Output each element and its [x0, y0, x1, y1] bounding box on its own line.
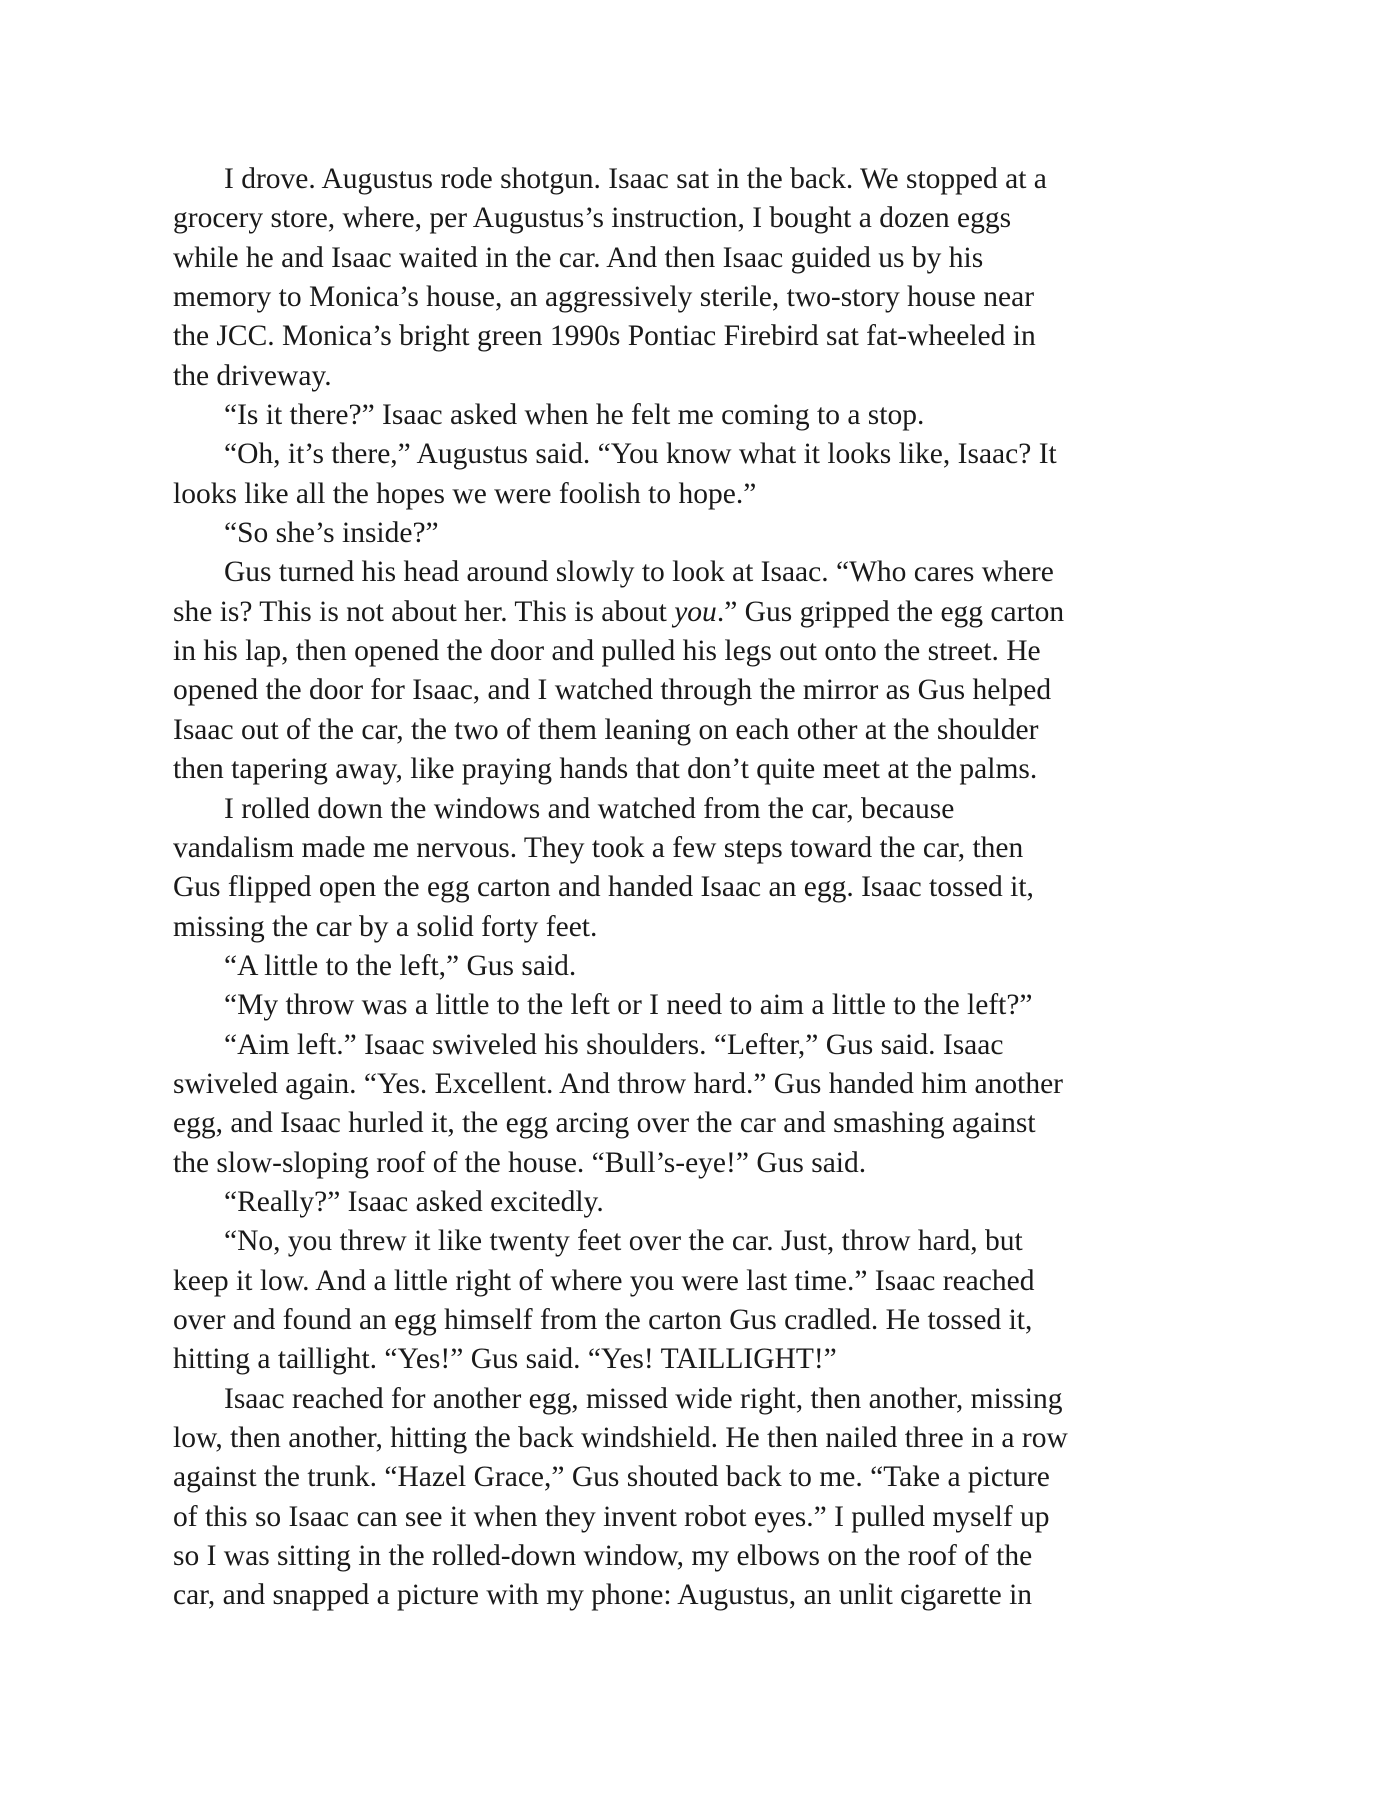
text-line: the slow-sloping roof of the house. “Bull’s-eye!” Gus said. [173, 1146, 867, 1179]
text-segment: .” Gus gripped the egg carton [716, 595, 1065, 628]
text-line: “No, you threw it like twenty feet over the car. Just, throw hard, but [224, 1225, 1023, 1258]
text-segment: she is? This is not about her. This is about [173, 595, 675, 628]
text-line: in his lap, then opened the door and pulled his legs out onto the street. He [173, 635, 1041, 668]
paragraph [173, 435, 1218, 514]
text-line: car, and snapped a picture with my phone: Augustus, an unlit cigarette in [173, 1579, 1033, 1612]
text-line: “So she’s inside?” [224, 517, 439, 550]
text-line: keep it low. And a little right of where you were last time.” Isaac reached [173, 1264, 1035, 1297]
text-line: Gus turned his head around slowly to look at Isaac. “Who cares where [224, 556, 1054, 589]
text-line: “Aim left.” Isaac swiveled his shoulders. “Lefter,” Gus said. Isaac [224, 1028, 1004, 1061]
paragraph [173, 986, 1218, 1025]
text-line: Isaac out of the car, the two of them leaning on each other at the shoulder [173, 713, 1039, 746]
text-line: missing the car by a solid forty feet. [173, 910, 598, 943]
text-line: “Really?” Isaac asked excitedly. [224, 1185, 604, 1218]
text-line: grocery store, where, per Augustus’s instruction, I bought a dozen eggs [173, 202, 1012, 235]
text-line: “A little to the left,” Gus said. [224, 949, 577, 982]
text-line: egg, and Isaac hurled it, the egg arcing over the car and smashing against [173, 1107, 1036, 1140]
text-line: the driveway. [173, 359, 332, 392]
text-line: I rolled down the windows and watched from the car, because [224, 792, 955, 825]
book-page [173, 160, 1218, 1616]
text-line: “Is it there?” Isaac asked when he felt me coming to a stop. [224, 399, 925, 432]
text-line: swiveled again. “Yes. Excellent. And throw hard.” Gus handed him another [173, 1067, 1063, 1100]
paragraph [173, 790, 1218, 947]
text-line: memory to Monica’s house, an aggressively sterile, two-story house near [173, 281, 1035, 314]
paragraph [173, 553, 1218, 789]
paragraph [173, 396, 1218, 435]
text-line: “My throw was a little to the left or I need to aim a little to the left?” [224, 989, 1033, 1022]
text-line: while he and Isaac waited in the car. And then Isaac guided us by his [173, 241, 984, 274]
text-line: opened the door for Isaac, and I watched through the mirror as Gus helped [173, 674, 1052, 707]
text-line: looks like all the hopes we were foolish to hope.” [173, 477, 757, 510]
text-line: against the trunk. “Hazel Grace,” Gus shouted back to me. “Take a picture [173, 1461, 1050, 1494]
paragraph [173, 514, 1218, 553]
text-line: of this so Isaac can see it when they invent robot eyes.” I pulled myself up [173, 1500, 1050, 1533]
text-line: over and found an egg himself from the carton Gus cradled. He tossed it, [173, 1303, 1033, 1336]
paragraph [173, 1026, 1218, 1183]
text-line: vandalism made me nervous. They took a few steps toward the car, then [173, 831, 1024, 864]
paragraph [173, 1222, 1218, 1379]
paragraph [173, 1380, 1218, 1616]
text-line: the JCC. Monica’s bright green 1990s Pontiac Firebird sat fat-wheeled in [173, 320, 1036, 353]
text-line: then tapering away, like praying hands that don’t quite meet at the palms. [173, 753, 1038, 786]
text-line: Isaac reached for another egg, missed wide right, then another, missing [224, 1382, 1063, 1415]
paragraph [173, 947, 1218, 986]
text-line [173, 596, 1064, 628]
paragraph [173, 160, 1218, 396]
text-line: Gus flipped open the egg carton and handed Isaac an egg. Isaac tossed it, [173, 871, 1034, 904]
text-line: so I was sitting in the rolled-down window, my elbows on the roof of the [173, 1540, 1033, 1573]
text-line: hitting a taillight. “Yes!” Gus said. “Yes! TAILLIGHT!” [173, 1343, 837, 1376]
paragraph [173, 1183, 1218, 1222]
text-line: I drove. Augustus rode shotgun. Isaac sat in the back. We stopped at a [224, 163, 1047, 195]
text-line: “Oh, it’s there,” Augustus said. “You know what it looks like, Isaac? It [224, 438, 1057, 471]
text-line: low, then another, hitting the back windshield. He then nailed three in a row [173, 1422, 1068, 1454]
emphasis-text: you [674, 595, 717, 628]
